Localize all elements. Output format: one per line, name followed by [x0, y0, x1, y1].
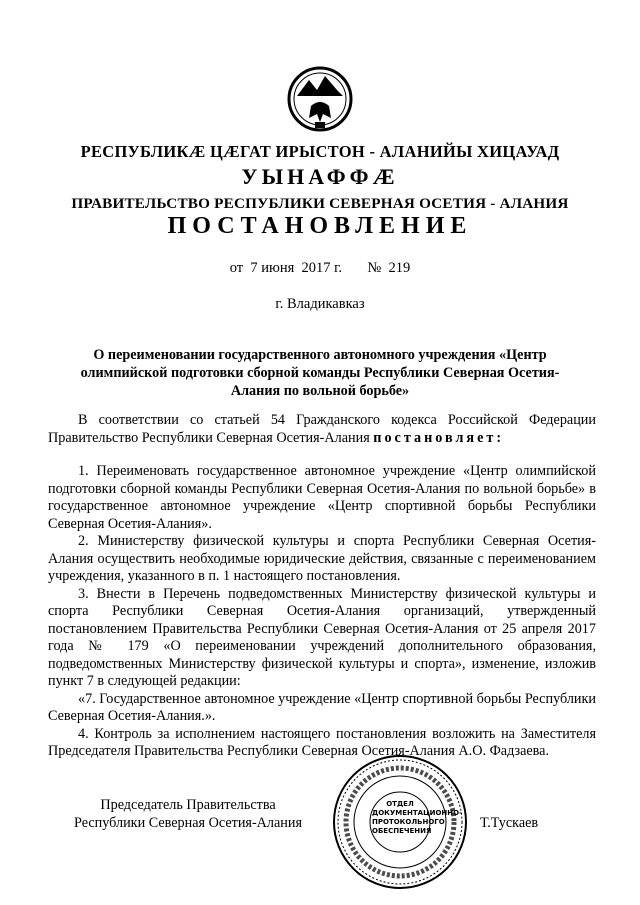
date-number-line: от 7 июня 2017 г. № 219: [229, 260, 411, 276]
item-4: 4. Контроль за исполнением настоящего постановления возложить на Заместителя Председателя Правительства Республики Северная Осетия-Алания А.О. Фадзаева.: [48, 725, 596, 759]
preamble-text: В соответствии со статьей 54 Гражданского кодекса Российской Федерации Правительство Республики Северная Осетия-Алания: [48, 412, 596, 446]
seal-center-text: ОТДЕЛ ДОКУМЕНТАЦИОННО-ПРОТОКОЛЬНОГО ОБЕСПЕЧЕНИЯ: [372, 800, 462, 835]
item-2: 2. Министерству физической культуры и спорта Республики Северная Осетия-Алания осуществить необходимые юридические действия, связанные с переименованием учреждения, указанного в п. 1 настоящего постановления.: [48, 533, 596, 584]
resolution-title: О переименовании государственного автономного учреждения «Центр олимпийской подготовки сборной команды Республики Северная Осетия-Алания по вольной борьбе»: [80, 347, 560, 399]
signature-position-line1: Председатель Правительства: [100, 797, 276, 813]
coat-of-arms-emblem: [287, 62, 353, 136]
item-3: 3. Внести в Перечень подведомственных Министерству физической культуры и спорта Республики Северная Осетия-Алания организаций, утвержденный постановлением Правительства Республики Северная Осетия-Алания от 25 апреля 2017 года № 179 «О переименовании учреждений дополнительного образования, подведомственных Министерству физической культуры и спорта», изменение, изложив пункт 7 в следующей редакции:: [48, 585, 596, 689]
signature-position-line2: Республики Северная Осетия-Алания: [73, 815, 302, 831]
header-government: ПРАВИТЕЛЬСТВО РЕСПУБЛИКИ СЕВЕРНАЯ ОСЕТИЯ - АЛАНИЯ: [71, 195, 569, 212]
header-ossetian-republic: РЕСПУБЛИКӔ ЦӔГАТ ИРЫСТОН - АЛАНИЙЫ ХИЦАУАД: [80, 142, 560, 161]
item-3-quote: «7. Государственное автономное учреждение «Центр спортивной борьбы Республики Северная Осетия-Алания.».: [48, 690, 596, 724]
document-type-title: ПОСТАНОВЛЕНИЕ: [167, 213, 473, 239]
item-1: 1. Переименовать государственное автономное учреждение «Центр олимпийской подготовки сборной команды Республики Северная Осетия-Алания по вольной борьбе» в государственное автономное учреждение «Центр спортивной борьбы Республики Северная Осетия-Алания».: [48, 463, 596, 532]
preamble: [48, 412, 596, 447]
preamble-verb: постановляет:: [373, 429, 505, 446]
signature-position: [48, 796, 328, 832]
city-line: г. Владикавказ: [275, 296, 365, 312]
header-ossetian-resolution: УЫНАФФӔ: [241, 164, 399, 189]
resolution-body: [48, 463, 596, 761]
signatory-name: Т.Тускаев: [480, 815, 539, 831]
